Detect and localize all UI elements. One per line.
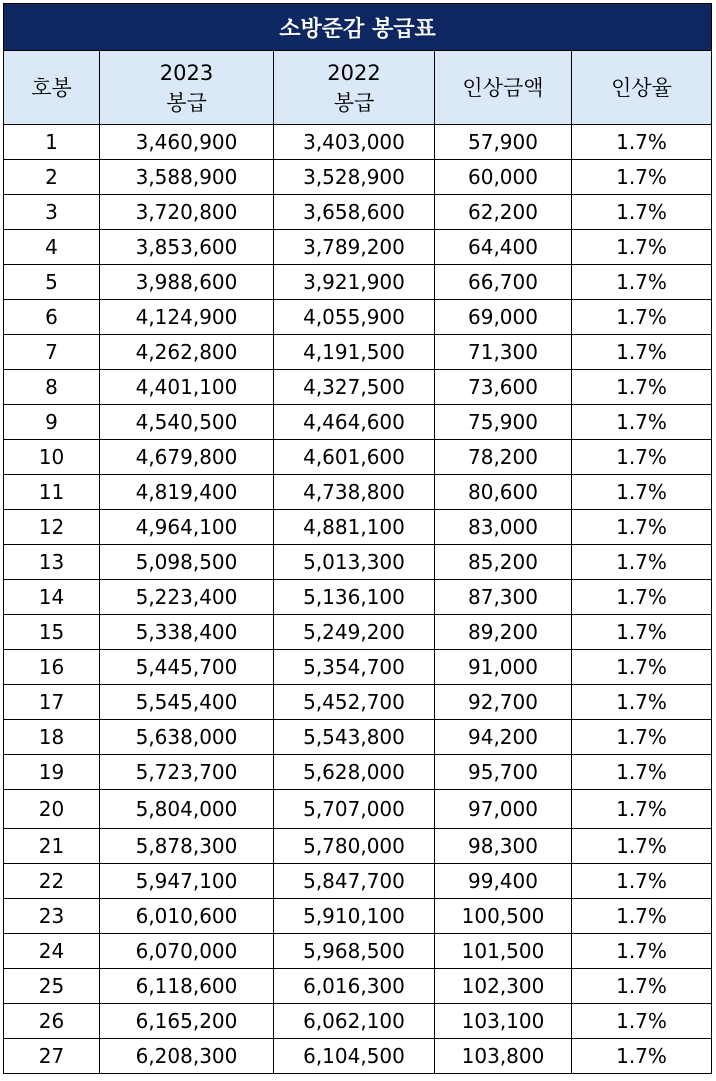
cell-rate: 1.7% [572,934,712,969]
table-row [4,580,712,615]
cell-pay-2023: 3,988,600 [100,265,274,300]
cell-rate: 1.7% [572,1004,712,1039]
cell-rate: 1.7% [572,650,712,685]
table-row [4,1004,712,1039]
cell-pay-2023: 5,545,400 [100,685,274,720]
cell-pay-2022: 5,628,000 [274,755,435,790]
cell-grade: 4 [4,230,100,265]
cell-grade: 18 [4,720,100,755]
cell-pay-2022: 4,055,900 [274,300,435,335]
cell-increase: 100,500 [435,899,572,934]
table-row [4,829,712,864]
cell-rate: 1.7% [572,580,712,615]
cell-increase: 57,900 [435,125,572,160]
cell-pay-2023: 5,878,300 [100,829,274,864]
cell-pay-2022: 5,847,700 [274,864,435,899]
cell-pay-2023: 5,223,400 [100,580,274,615]
cell-increase: 62,200 [435,195,572,230]
cell-rate: 1.7% [572,475,712,510]
cell-pay-2022: 5,354,700 [274,650,435,685]
header-row [4,51,712,125]
cell-rate: 1.7% [572,405,712,440]
cell-pay-2022: 5,452,700 [274,685,435,720]
table-title: 소방준감 봉급표 [4,4,712,51]
cell-increase: 69,000 [435,300,572,335]
cell-increase: 60,000 [435,160,572,195]
cell-rate: 1.7% [572,335,712,370]
cell-rate: 1.7% [572,615,712,650]
cell-pay-2023: 3,460,900 [100,125,274,160]
cell-grade: 27 [4,1039,100,1074]
cell-grade: 14 [4,580,100,615]
cell-pay-2023: 4,124,900 [100,300,274,335]
cell-grade: 15 [4,615,100,650]
cell-grade: 25 [4,969,100,1004]
cell-increase: 80,600 [435,475,572,510]
cell-grade: 7 [4,335,100,370]
cell-increase: 99,400 [435,864,572,899]
cell-rate: 1.7% [572,899,712,934]
cell-increase: 71,300 [435,335,572,370]
cell-grade: 20 [4,790,100,829]
cell-pay-2022: 5,249,200 [274,615,435,650]
cell-pay-2022: 5,136,100 [274,580,435,615]
table-row [4,755,712,790]
cell-pay-2023: 3,853,600 [100,230,274,265]
cell-increase: 103,100 [435,1004,572,1039]
cell-pay-2022: 3,403,000 [274,125,435,160]
table-body [4,125,712,1074]
cell-pay-2023: 5,947,100 [100,864,274,899]
cell-pay-2022: 6,016,300 [274,969,435,1004]
cell-pay-2023: 5,445,700 [100,650,274,685]
cell-pay-2023: 6,070,000 [100,934,274,969]
cell-grade: 13 [4,545,100,580]
cell-pay-2023: 6,010,600 [100,899,274,934]
cell-pay-2022: 4,738,800 [274,475,435,510]
cell-pay-2023: 4,679,800 [100,440,274,475]
table-row [4,230,712,265]
cell-rate: 1.7% [572,440,712,475]
cell-increase: 64,400 [435,230,572,265]
cell-pay-2022: 5,543,800 [274,720,435,755]
table-row [4,195,712,230]
cell-increase: 89,200 [435,615,572,650]
cell-pay-2022: 3,789,200 [274,230,435,265]
cell-rate: 1.7% [572,230,712,265]
header-pay-2023-label: 봉급 [166,90,207,115]
cell-rate: 1.7% [572,545,712,580]
table-row [4,160,712,195]
cell-increase: 94,200 [435,720,572,755]
table-row [4,969,712,1004]
table-row [4,685,712,720]
cell-increase: 75,900 [435,405,572,440]
cell-rate: 1.7% [572,300,712,335]
cell-grade: 8 [4,370,100,405]
salary-table-container [3,3,711,1074]
cell-pay-2023: 4,540,500 [100,405,274,440]
cell-grade: 24 [4,934,100,969]
cell-pay-2023: 5,804,000 [100,790,274,829]
table-row [4,370,712,405]
cell-pay-2022: 4,191,500 [274,335,435,370]
cell-increase: 98,300 [435,829,572,864]
cell-pay-2023: 3,720,800 [100,195,274,230]
cell-pay-2023: 6,208,300 [100,1039,274,1074]
cell-increase: 73,600 [435,370,572,405]
cell-rate: 1.7% [572,829,712,864]
table-row [4,265,712,300]
cell-pay-2023: 5,338,400 [100,615,274,650]
cell-pay-2022: 4,601,600 [274,440,435,475]
cell-pay-2022: 5,707,000 [274,790,435,829]
cell-pay-2022: 5,013,300 [274,545,435,580]
table-row [4,934,712,969]
cell-pay-2023: 5,723,700 [100,755,274,790]
header-pay-2022-label: 봉급 [333,90,375,115]
salary-table [3,3,712,1074]
cell-grade: 22 [4,864,100,899]
cell-pay-2022: 3,658,600 [274,195,435,230]
cell-increase: 101,500 [435,934,572,969]
table-row [4,899,712,934]
cell-increase: 97,000 [435,790,572,829]
table-row [4,790,712,829]
header-pay-2022-year: 2022 [327,60,381,85]
cell-pay-2023: 5,098,500 [100,545,274,580]
title-row [4,4,712,51]
cell-pay-2023: 4,819,400 [100,475,274,510]
header-pay-2023 [100,51,274,125]
cell-pay-2022: 3,921,900 [274,265,435,300]
cell-pay-2023: 6,165,200 [100,1004,274,1039]
cell-pay-2022: 5,910,100 [274,899,435,934]
cell-grade: 6 [4,300,100,335]
cell-pay-2022: 4,327,500 [274,370,435,405]
cell-increase: 103,800 [435,1039,572,1074]
cell-pay-2022: 5,968,500 [274,934,435,969]
cell-rate: 1.7% [572,790,712,829]
cell-pay-2022: 6,104,500 [274,1039,435,1074]
cell-increase: 95,700 [435,755,572,790]
cell-pay-2023: 3,588,900 [100,160,274,195]
cell-increase: 78,200 [435,440,572,475]
cell-pay-2022: 6,062,100 [274,1004,435,1039]
cell-increase: 85,200 [435,545,572,580]
table-row [4,335,712,370]
cell-grade: 16 [4,650,100,685]
cell-rate: 1.7% [572,720,712,755]
cell-rate: 1.7% [572,370,712,405]
cell-increase: 87,300 [435,580,572,615]
cell-rate: 1.7% [572,125,712,160]
table-row [4,475,712,510]
cell-grade: 9 [4,405,100,440]
cell-rate: 1.7% [572,969,712,1004]
cell-grade: 19 [4,755,100,790]
cell-rate: 1.7% [572,265,712,300]
table-row [4,720,712,755]
cell-rate: 1.7% [572,755,712,790]
cell-pay-2023: 4,401,100 [100,370,274,405]
cell-grade: 10 [4,440,100,475]
cell-pay-2023: 4,964,100 [100,510,274,545]
header-pay-2022 [274,51,435,125]
cell-grade: 21 [4,829,100,864]
table-row [4,864,712,899]
cell-grade: 17 [4,685,100,720]
cell-pay-2023: 5,638,000 [100,720,274,755]
table-row [4,615,712,650]
table-row [4,510,712,545]
cell-increase: 66,700 [435,265,572,300]
cell-rate: 1.7% [572,195,712,230]
table-row [4,300,712,335]
cell-increase: 102,300 [435,969,572,1004]
table-row [4,545,712,580]
cell-rate: 1.7% [572,1039,712,1074]
cell-pay-2022: 4,881,100 [274,510,435,545]
cell-rate: 1.7% [572,864,712,899]
cell-increase: 83,000 [435,510,572,545]
cell-grade: 23 [4,899,100,934]
header-increase: 인상금액 [435,51,572,125]
table-row [4,1039,712,1074]
header-pay-2023-year: 2023 [159,60,214,85]
cell-rate: 1.7% [572,160,712,195]
cell-grade: 12 [4,510,100,545]
cell-grade: 2 [4,160,100,195]
cell-pay-2023: 6,118,600 [100,969,274,1004]
cell-pay-2022: 4,464,600 [274,405,435,440]
cell-pay-2023: 4,262,800 [100,335,274,370]
cell-increase: 91,000 [435,650,572,685]
table-row [4,405,712,440]
table-row [4,650,712,685]
cell-grade: 5 [4,265,100,300]
header-grade: 호봉 [4,51,100,125]
header-rate: 인상율 [572,51,712,125]
table-row [4,125,712,160]
cell-pay-2022: 5,780,000 [274,829,435,864]
cell-grade: 11 [4,475,100,510]
cell-rate: 1.7% [572,685,712,720]
cell-increase: 92,700 [435,685,572,720]
table-row [4,440,712,475]
cell-grade: 26 [4,1004,100,1039]
cell-rate: 1.7% [572,510,712,545]
cell-grade: 1 [4,125,100,160]
cell-grade: 3 [4,195,100,230]
cell-pay-2022: 3,528,900 [274,160,435,195]
